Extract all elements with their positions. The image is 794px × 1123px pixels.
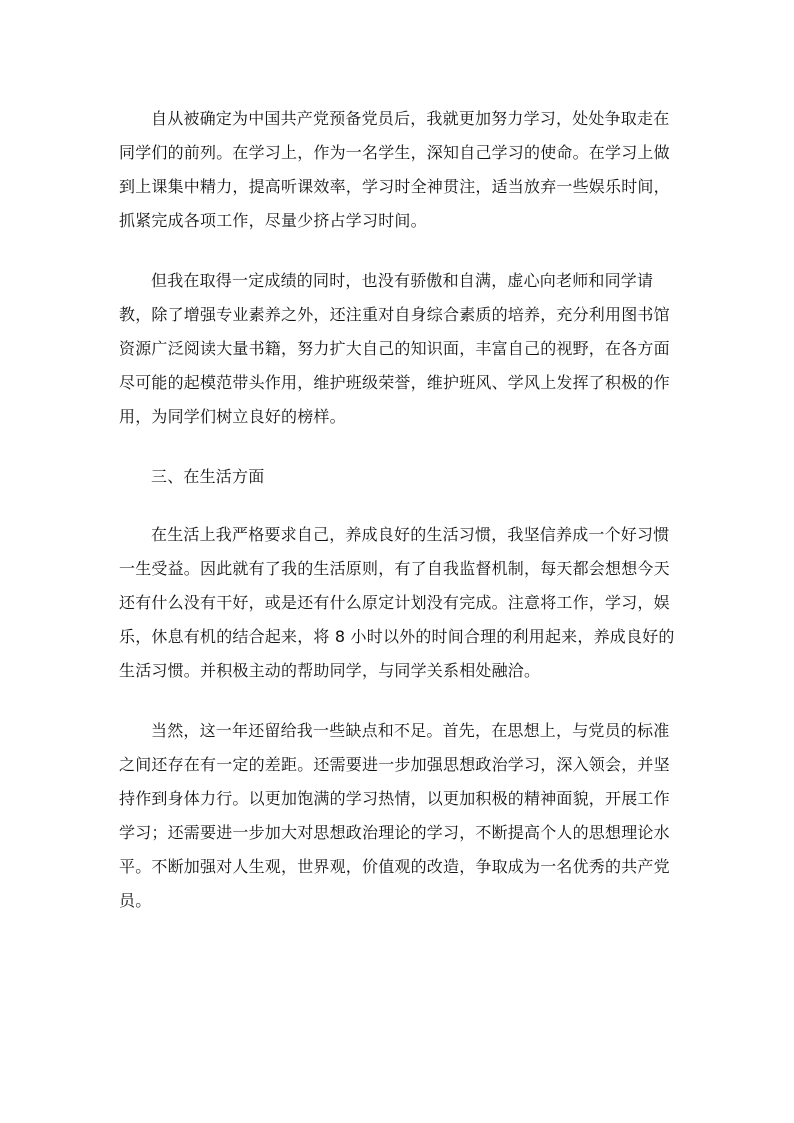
- section-heading-life: 三、在生活方面: [151, 467, 265, 486]
- paragraph-shortcomings: 当然，这一年还留给我一些缺点和不足。首先，在思想上，与党员的标准之间还存在有一定的差距。还需要进一步加强思想政治学习，深入领会，并坚持作到身体力行。以更加饱满的学习热情，以更加积极的精神面貌，开展工作学习；还需要进一步加大对思想政治理论的学习，不断提高个人的思想理论水平。不断加强对人生观，世界观，价值观的改造，争取成为一名优秀的共产党员。: [119, 721, 670, 910]
- paragraph-life-habits: 在生活上我严格要求自己，养成良好的生活习惯，我坚信养成一个好习惯一生受益。因此就有了我的生活原则，有了自我监督机制，每天都会想想今天还有什么没有干好，或是还有什么原定计划没有完成。注意将工作，学习，娱乐，休息有机的结合起来，将 8 小时以外的时间合理的利用起来，养成良好的生活习惯。并积极主动的帮助同学，与同学关系相处融洽。: [119, 525, 675, 680]
- paragraph-study-progress: 自从被确定为中国共产党预备党员后，我就更加努力学习，处处争取走在同学们的前列。在学习上，作为一名学生，深知自己学习的使命。在学习上做到上课集中精力，提高听课效率，学习时全神贯注，适当放弃一些娱乐时间，抓紧完成各项工作，尽量少挤占学习时间。: [119, 109, 670, 230]
- document-body: [119, 102, 679, 944]
- paragraph-humility-and-quality: 但我在取得一定成绩的同时，也没有骄傲和自满，虚心向老师和同学请教，除了增强专业素养之外，还注重对自身综合素质的培养，充分利用图书馆资源广泛阅读大量书籍，努力扩大自己的知识面，丰富自己的视野，在各方面尽可能的起模范带头作用，维护班级荣誉，维护班风、学风上发挥了积极的作用，为同学们树立良好的榜样。: [119, 271, 670, 426]
